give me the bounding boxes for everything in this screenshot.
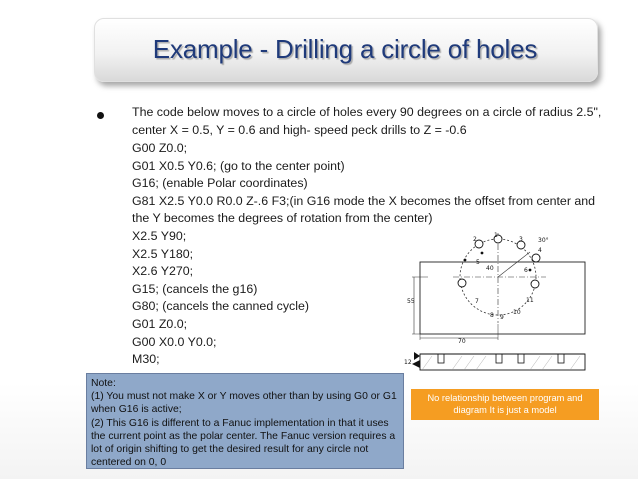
bullet-text: The code below moves to a circle of holes every 90 degrees on a circle of radius 2.5", center X = 0.5, Y = 0.6 and high- speed peck drills to Z = -0.6 (132, 105, 602, 137)
note-box (86, 373, 404, 469)
note-line: (2) This G16 is different to a Fanuc implementation in that it uses the current point as the polar center. The Fanuc version requires a lot of origin shifting to get the desired result for any circle not centered on 0, 0 (91, 417, 396, 469)
note-line: (1) You must not make X or Y moves other than by using G0 or G1 when G16 is active; (91, 391, 397, 416)
code-line: G81 X2.5 Y0.0 R0.0 Z-.6 F3;(in G16 mode the X becomes the offset from center and the Y becomes the degrees of rotation from the center) (132, 193, 596, 226)
hole-label: 10 (513, 309, 521, 316)
hole-label: 9 (500, 314, 504, 321)
center-label: 40 (486, 265, 494, 272)
callout-text: No relationship between program and diagram It is just a model (427, 393, 583, 415)
hole-label: 7 (475, 298, 479, 305)
hole-label: 5 (476, 259, 480, 266)
side-view (420, 354, 585, 370)
code-line: M30; (132, 352, 160, 367)
hole-label: 1 (494, 232, 498, 239)
plate-outline (420, 262, 585, 334)
hole-label: 6 (524, 267, 528, 274)
note-line: Note: (91, 378, 116, 389)
code-line: G00 X0.0 Y0.0; (132, 334, 217, 349)
code-line: X2.5 Y180; (132, 246, 194, 261)
code-line: G80; (cancels the canned cycle) (132, 299, 310, 314)
code-line: G00 Z0.0; (132, 141, 188, 155)
angle-label: 30° (538, 237, 549, 244)
code-line: X2.6 Y270; (132, 264, 194, 279)
bullet-icon (97, 112, 104, 119)
callout-box (411, 389, 599, 420)
hole-label: 2 (473, 236, 477, 243)
hole-pattern-diagram (398, 228, 590, 378)
hole-label: 3 (519, 236, 523, 243)
hole-label: 8 (490, 312, 494, 319)
hole-label: 11 (526, 297, 534, 304)
code-line: G01 X0.5 Y0.6; (go to the center point) (132, 158, 345, 173)
code-line: G16; (enable Polar coordinates) (132, 176, 308, 191)
slide-title: Example - Drilling a circle of holes (152, 34, 538, 64)
code-line: X2.5 Y90; (132, 228, 187, 243)
hole-label: 12 (404, 359, 412, 366)
dim-vertical-label: 55 (407, 298, 415, 305)
holes (458, 235, 540, 288)
code-line: G01 Z0.0; (132, 316, 188, 331)
dim-horizontal-label: 70 (458, 338, 466, 345)
code-line: G15; (cancels the g16) (132, 281, 258, 296)
hole-label: 4 (538, 247, 542, 254)
